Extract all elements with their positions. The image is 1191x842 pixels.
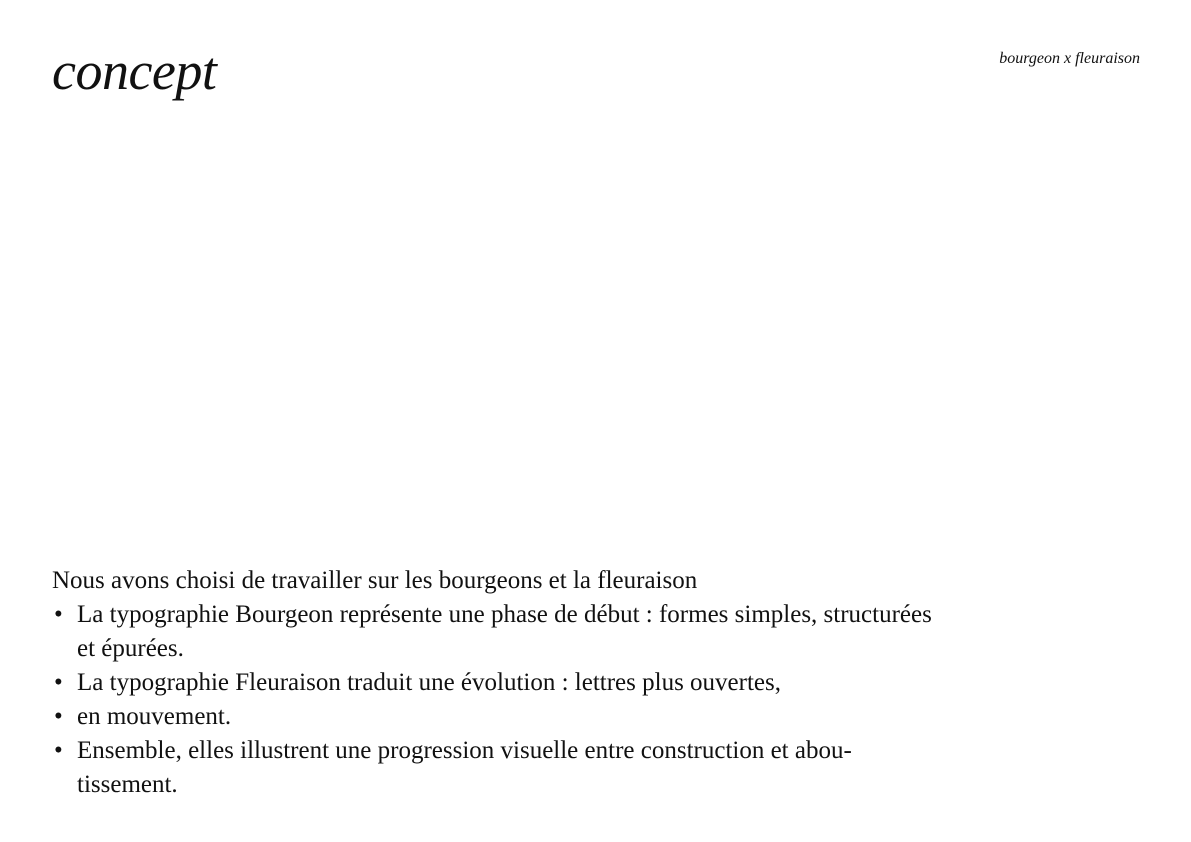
list-item-text: Ensemble, elles illustrent une progression visuelle entre construction et abou-tissement.	[77, 737, 852, 798]
page-title: concept	[52, 41, 217, 101]
running-header: bourgeon x fleuraison	[999, 50, 1140, 67]
list-item	[52, 598, 952, 666]
list-item-text: La typographie Fleuraison traduit une évolution : lettres plus ouvertes,	[77, 669, 782, 696]
bullet-icon: •	[54, 703, 63, 730]
list-item-text: La typographie Bourgeon représente une phase de début : formes simples, structurées et épurées.	[77, 601, 932, 662]
list-item	[52, 734, 952, 802]
list-item	[52, 700, 952, 734]
body-text	[52, 564, 952, 802]
bullet-icon: •	[54, 737, 63, 764]
list-item-text: en mouvement.	[77, 703, 232, 730]
bullet-icon: •	[54, 669, 63, 696]
intro-paragraph: Nous avons choisi de travailler sur les bourgeons et la fleuraison	[52, 567, 698, 594]
bullet-icon: •	[54, 601, 63, 628]
bullet-list	[52, 598, 952, 802]
list-item	[52, 666, 952, 700]
